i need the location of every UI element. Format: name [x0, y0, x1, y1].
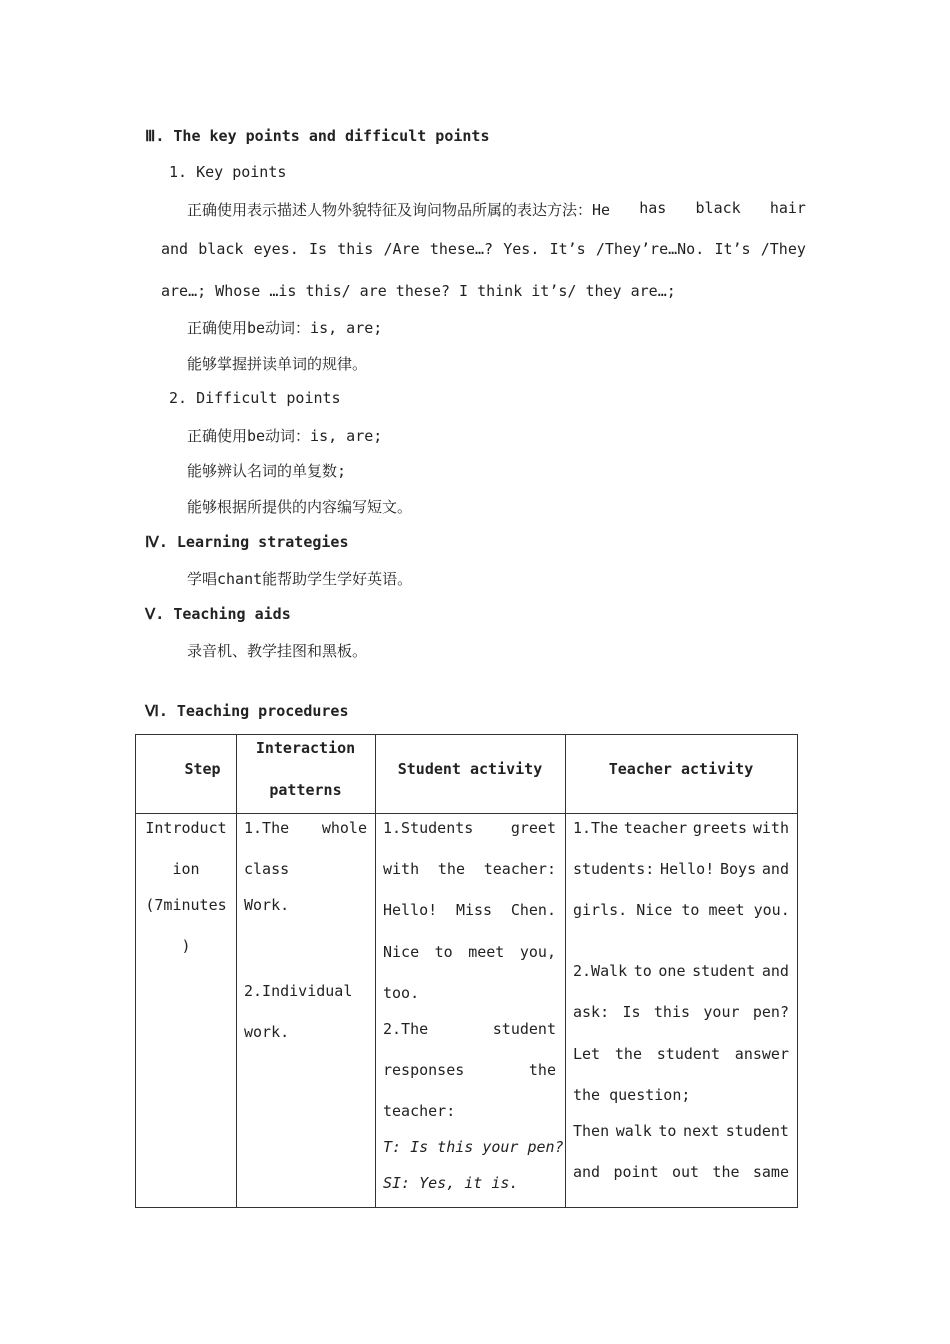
word: eyes. [253, 240, 299, 258]
section-5-title: Ⅴ. Teaching aids [145, 605, 291, 623]
word: 1.The [244, 819, 290, 837]
teacher-activity-line [573, 1163, 789, 1181]
interaction-line: Work. [244, 896, 290, 914]
word: your [703, 1003, 740, 1021]
word: Miss [455, 901, 493, 919]
section-4-title: Ⅳ. Learning strategies [145, 533, 349, 551]
word: walk [615, 1122, 652, 1140]
word: with [752, 819, 789, 837]
word: and [573, 1163, 601, 1181]
teacher-activity-line [573, 819, 789, 837]
word: Chen. [510, 901, 556, 919]
word: you, [519, 943, 556, 961]
word: and [761, 962, 789, 980]
word: meet [468, 943, 505, 961]
word: student [656, 1045, 720, 1063]
word: Hello! [660, 860, 715, 878]
word: student [692, 962, 756, 980]
word: to [434, 943, 453, 961]
interaction-line [244, 819, 367, 837]
key-points-subheading: 1. Key points [169, 163, 287, 181]
word: Yes. [503, 240, 540, 258]
word: teacher: [483, 860, 556, 878]
word: 1.Students [383, 819, 474, 837]
word: answer [734, 1045, 789, 1063]
word: student [492, 1020, 556, 1038]
word: and [161, 240, 189, 258]
word: Is [308, 240, 328, 258]
section-3-title: Ⅲ. The key points and difficult points [145, 127, 490, 145]
word: greets [692, 819, 748, 837]
student-activity-line: teacher: [383, 1102, 456, 1120]
student-activity-line [383, 1061, 556, 1079]
word: the [614, 1045, 642, 1063]
word: whole [321, 819, 367, 837]
student-activity-line [383, 819, 556, 837]
key-points-spelling: 能够掌握拼读单词的规律。 [187, 355, 368, 373]
word: to [633, 962, 652, 980]
word: /They’re…No. [595, 240, 705, 258]
word: /They [760, 240, 806, 258]
step-cell-line: Introduct [145, 819, 227, 837]
key-points-paragraph-line3: are…; Whose …is this/ are these? I think it’s/ they are…; [161, 282, 676, 300]
word: 2.Walk [573, 962, 628, 980]
word: teacher [623, 819, 688, 837]
word: same [752, 1163, 789, 1181]
interaction-line: 2.Individual [244, 982, 353, 1000]
word: responses [383, 1061, 465, 1079]
word: out [671, 1163, 700, 1181]
header-interaction-patterns: Interaction [255, 739, 356, 757]
teaching-procedures-table [135, 734, 798, 1208]
word: Then [573, 1122, 610, 1140]
teacher-activity-line [573, 1003, 789, 1021]
teacher-activity-line [573, 860, 789, 878]
interaction-line: class [244, 860, 290, 878]
word: Let [573, 1045, 601, 1063]
word: /Are [383, 240, 420, 258]
learning-strategies-text: 学唱chant能帮助学生学好英语。 [187, 570, 413, 588]
teacher-activity-line [573, 1122, 789, 1140]
word: with [383, 860, 420, 878]
student-activity-line: too. [383, 984, 420, 1002]
difficult-points-be-verbs: 正确使用be动词：is, are; [187, 427, 383, 445]
word: and [761, 860, 789, 878]
step-cell-line: ) [181, 937, 191, 955]
difficult-points-writing: 能够根据所提供的内容编写短文。 [187, 498, 413, 516]
teacher-activity-line [573, 1045, 789, 1063]
word: greet [510, 819, 556, 837]
student-activity-dialogue: SI: Yes, it is. [383, 1174, 519, 1192]
word: pen? [752, 1003, 789, 1021]
student-activity-line [383, 901, 556, 919]
word: one [658, 962, 686, 980]
word: hair [769, 199, 806, 217]
step-cell-line: (7minutes [145, 896, 227, 914]
word: the [712, 1163, 740, 1181]
word: these…? [429, 240, 494, 258]
student-activity-line [383, 1020, 556, 1038]
teaching-aids-text: 录音机、教学挂图和黑板。 [187, 642, 368, 660]
word: ask: [573, 1003, 610, 1021]
word: students: [573, 860, 655, 878]
word: to [658, 1122, 677, 1140]
key-points-paragraph-line2 [161, 240, 806, 258]
difficult-points-nouns: 能够辨认名词的单复数; [187, 462, 347, 480]
word: student [725, 1122, 789, 1140]
word: Hello! [383, 901, 438, 919]
header-step: Step [184, 760, 221, 778]
word: Is [622, 1003, 641, 1021]
step-cell-line: ion [172, 860, 200, 878]
student-activity-line [383, 860, 556, 878]
student-activity-line [383, 943, 556, 961]
word: black [695, 199, 741, 217]
word: It’s [549, 240, 586, 258]
table-divider [136, 813, 797, 814]
difficult-points-subheading: 2. Difficult points [169, 389, 341, 407]
word: It’s [714, 240, 751, 258]
word: Boys [720, 860, 757, 878]
header-teacher-activity: Teacher activity [608, 760, 754, 778]
interaction-line: work. [244, 1023, 290, 1041]
key-points-paragraph-line1 [187, 199, 806, 220]
table-divider [236, 735, 237, 1207]
table-divider [565, 735, 566, 1207]
teacher-activity-line [573, 962, 789, 980]
word: the [437, 860, 465, 878]
word: next [683, 1122, 720, 1140]
teacher-activity-line: girls. Nice to meet you. [573, 901, 790, 919]
teacher-activity-line: the question; [573, 1086, 691, 1104]
word: Nice [383, 943, 420, 961]
key-points-be-verbs: 正确使用be动词：is, are; [187, 319, 383, 337]
word: black [198, 240, 244, 258]
table-divider [375, 735, 376, 1207]
word: point [613, 1163, 659, 1181]
word: the [528, 1061, 556, 1079]
header-student-activity: Student activity [397, 760, 543, 778]
word: this [653, 1003, 691, 1021]
word: has [639, 199, 667, 217]
word: 2.The [383, 1020, 429, 1038]
word: this [337, 240, 374, 258]
word: 正确使用表示描述人物外貌特征及询问物品所属的表达方法：He [187, 201, 611, 219]
student-activity-dialogue: T: Is this your pen? [383, 1138, 564, 1156]
header-interaction-patterns-line2: patterns [269, 781, 342, 799]
word: 1.The [573, 819, 619, 837]
section-6-title: Ⅵ. Teaching procedures [145, 702, 349, 720]
